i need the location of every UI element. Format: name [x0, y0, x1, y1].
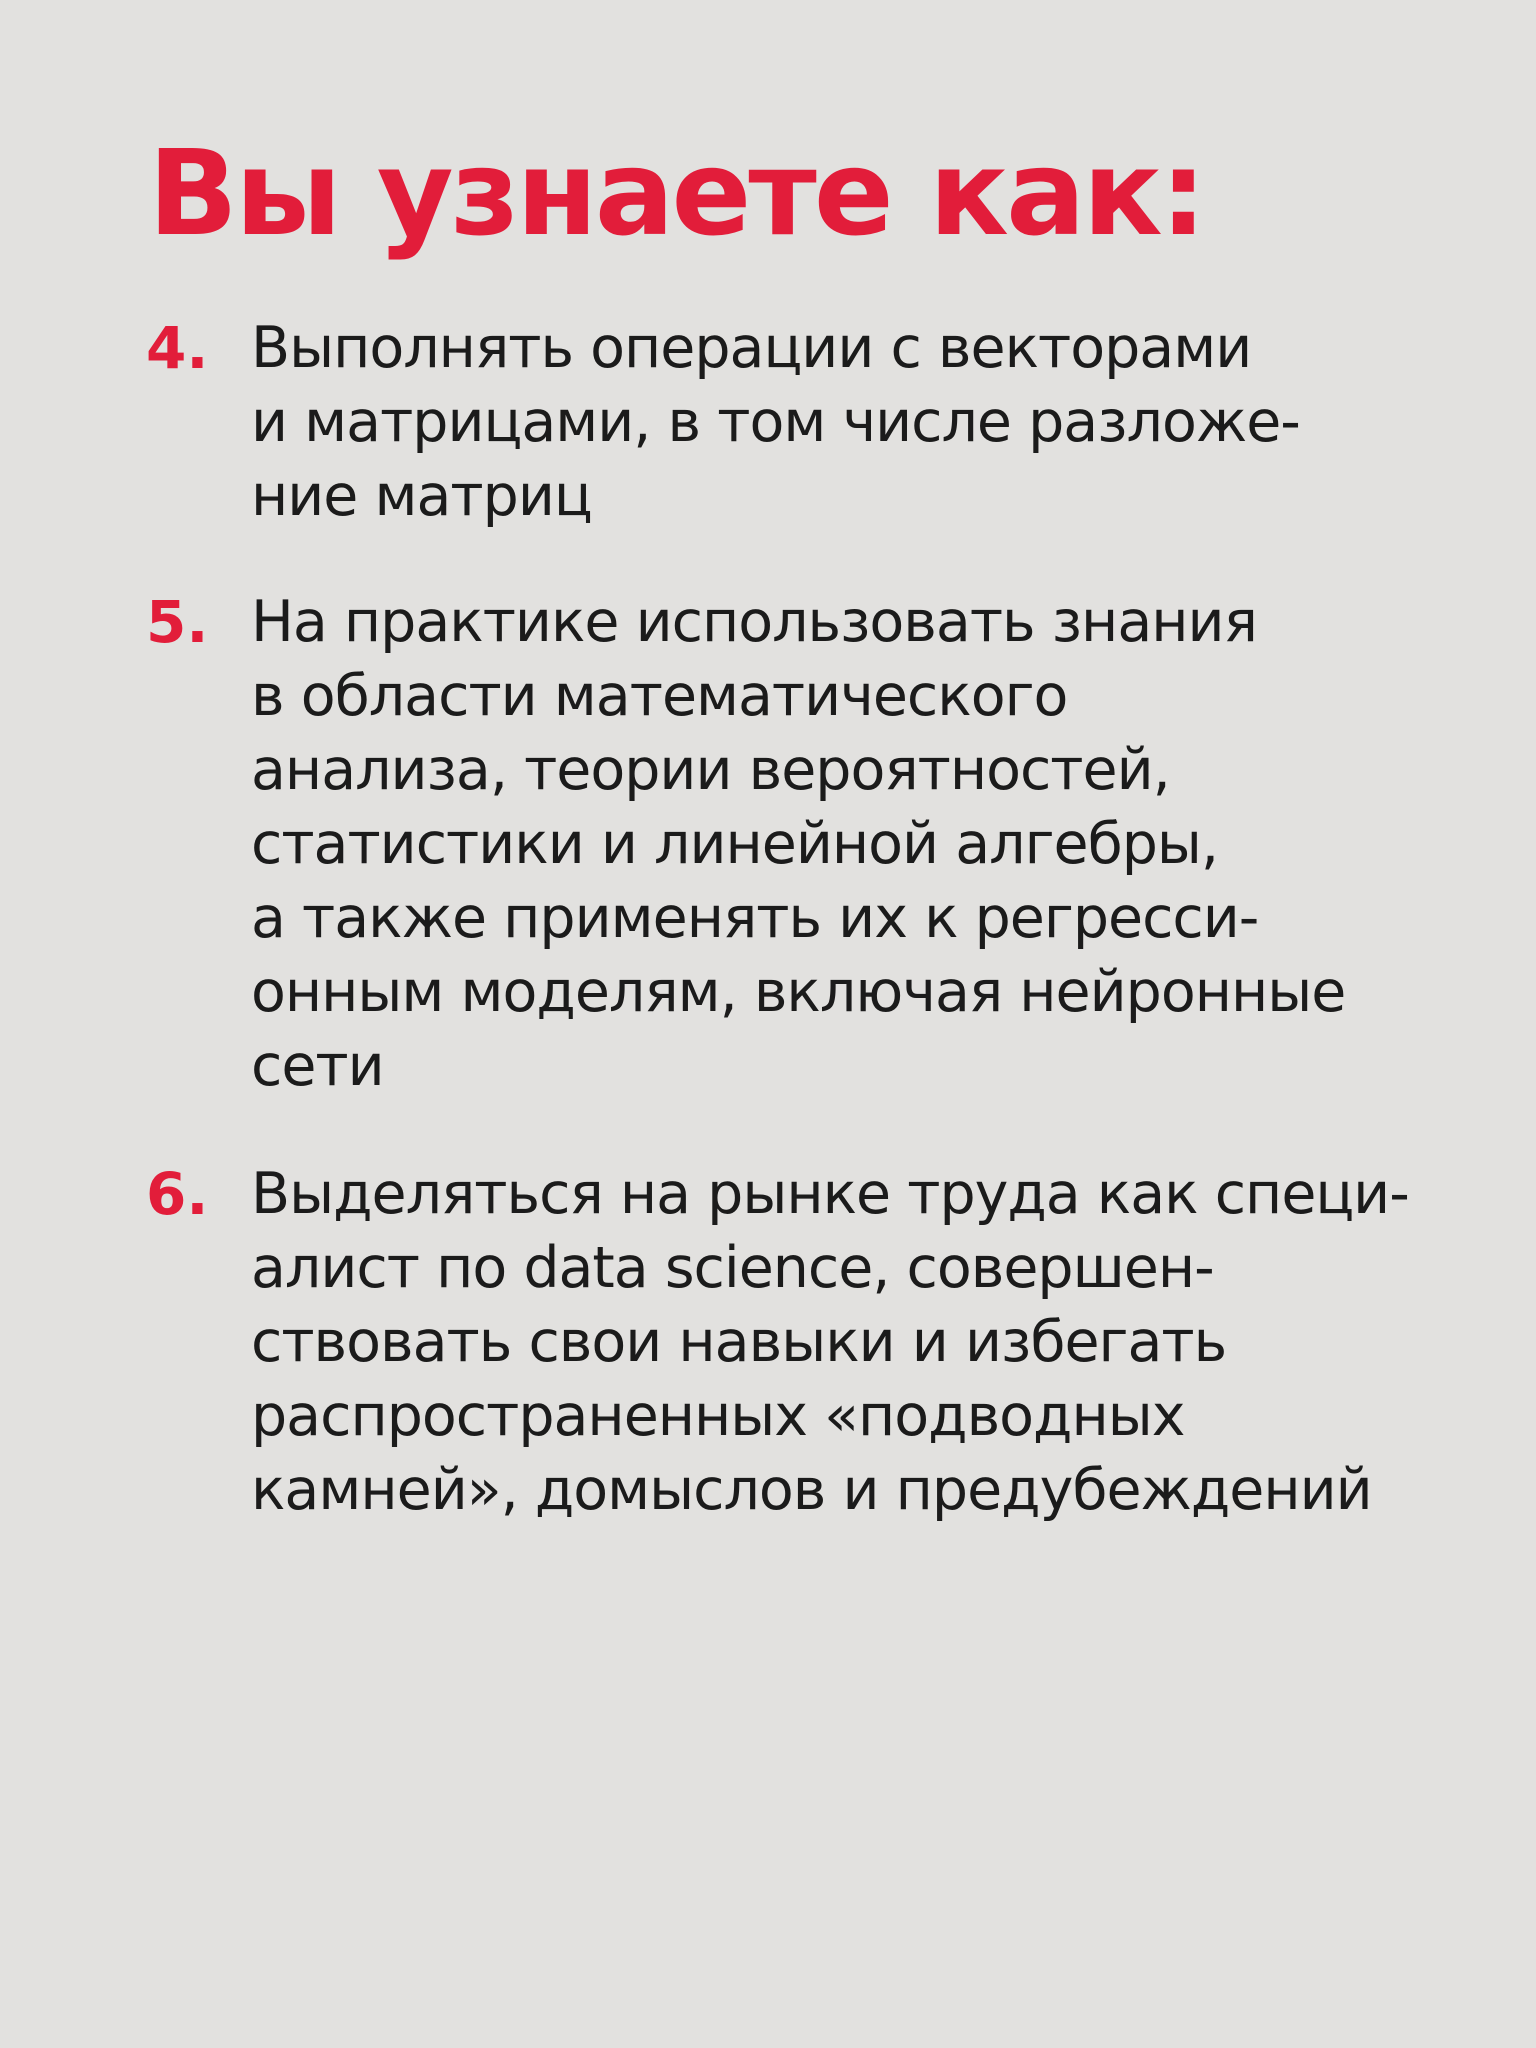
list-item-text: На практике использовать знания в области математического анализа, теории вероятностей, статистики и линейной алгебры, а также применять их к регресси- онным моделям, включая нейронные сети — [251, 589, 1346, 1099]
list-item-number: 5. — [146, 588, 209, 656]
list-item-number: 6. — [146, 1160, 209, 1228]
list-item-number: 4. — [146, 314, 209, 382]
list-item-text: Выделяться на рынке труда как специ- алист по data science, совершен- ствовать свои навыки и избегать распространенных «подводных камней», домыслов и предубеждений — [251, 1161, 1409, 1523]
page-title: Вы узнаете как: — [148, 124, 1204, 262]
list-item-text: Выполнять операции с векторами и матрицами, в том числе разложе- ние матриц — [251, 315, 1300, 529]
